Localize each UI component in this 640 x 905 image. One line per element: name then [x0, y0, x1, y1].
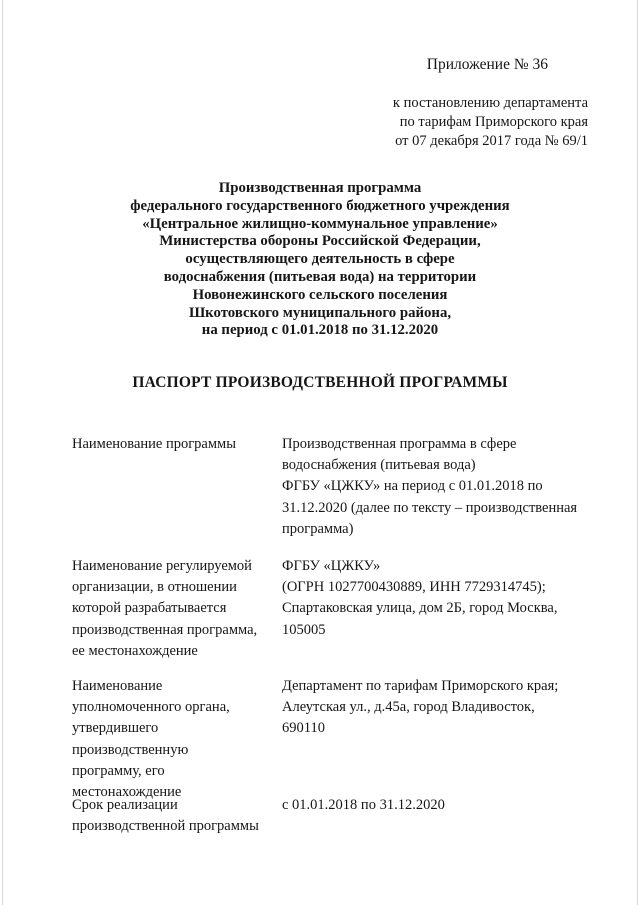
scan-edge-right [637, 0, 638, 905]
label-line: производственная программа, [72, 621, 258, 638]
value-line: (ОГРН 1027700430889, ИНН 7729314745); [282, 579, 546, 596]
row-value [282, 556, 602, 641]
label-line: местонахождение [72, 784, 182, 801]
title-line: Министерства обороны Российской Федерации, [159, 233, 481, 250]
resolution-line: от 07 декабря 2017 года № 69/1 [395, 133, 588, 149]
value-line: программа) [282, 520, 354, 537]
row-value [282, 434, 602, 540]
value-line: Департамент по тарифам Приморского края; [282, 678, 559, 694]
row-value [282, 795, 602, 816]
row-value [282, 676, 602, 740]
label-line: ее местонахождение [72, 642, 198, 659]
label-line: Наименование регулируемой [72, 558, 252, 574]
document-title [0, 180, 640, 340]
scan-edge-left [2, 0, 3, 905]
label-line: производственную [72, 741, 189, 758]
title-line: осуществляющего деятельность в сфере [185, 251, 455, 268]
label-line: программу, его [72, 762, 165, 779]
resolution-line: по тарифам Приморского края [399, 114, 588, 130]
row-label [72, 676, 272, 803]
label-line: Наименование [72, 678, 163, 694]
row-label [72, 434, 272, 455]
title-line: на период с 01.01.2018 по 31.12.2020 [201, 322, 439, 339]
value-line: ФГБУ «ЦЖКУ» на период с 01.01.2018 по [282, 478, 543, 495]
resolution-reference [393, 94, 588, 151]
row-label [72, 556, 272, 662]
value-line: 31.12.2020 (далее по тексту – производственная [282, 499, 578, 516]
label-line: которой разрабатывается [72, 600, 227, 617]
passport-heading: ПАСПОРТ ПРОИЗВОДСТВЕННОЙ ПРОГРАММЫ [132, 374, 508, 391]
label-line: Срок реализации [72, 797, 178, 813]
value-line: с 01.01.2018 по 31.12.2020 [282, 797, 445, 813]
value-line: 690110 [282, 720, 325, 737]
label-line: утвердившего [72, 720, 159, 737]
value-line: Спартаковская улица, дом 2Б, город Москва, [282, 600, 558, 617]
appendix-number: Приложение № 36 [426, 56, 548, 73]
value-line: водоснабжения (питьевая вода) [282, 457, 476, 474]
value-line: 105005 [282, 621, 326, 638]
value-line: Алеутская ул., д.45а, город Владивосток, [282, 699, 535, 716]
title-line: Новонежинского сельского поселения [192, 286, 448, 303]
title-line: Шкотовского муниципального района, [188, 304, 452, 321]
title-line: Производственная программа [218, 180, 422, 196]
title-line: водоснабжения (питьевая вода) на территории [163, 268, 477, 285]
label-line: организации, в отношении [72, 579, 237, 596]
title-line: «Центральное жилищно-коммунальное управление» [142, 215, 498, 232]
label-line: производственной программы [72, 818, 259, 835]
row-label [72, 795, 272, 837]
label-line: Наименование программы [72, 436, 236, 452]
title-line: федерального государственного бюджетного учреждения [130, 197, 510, 214]
value-line: Производственная программа в сфере [282, 436, 517, 452]
label-line: уполномоченного органа, [72, 699, 230, 716]
resolution-line: к постановлению департамента [392, 95, 588, 111]
value-line: ФГБУ «ЦЖКУ» [282, 558, 381, 574]
